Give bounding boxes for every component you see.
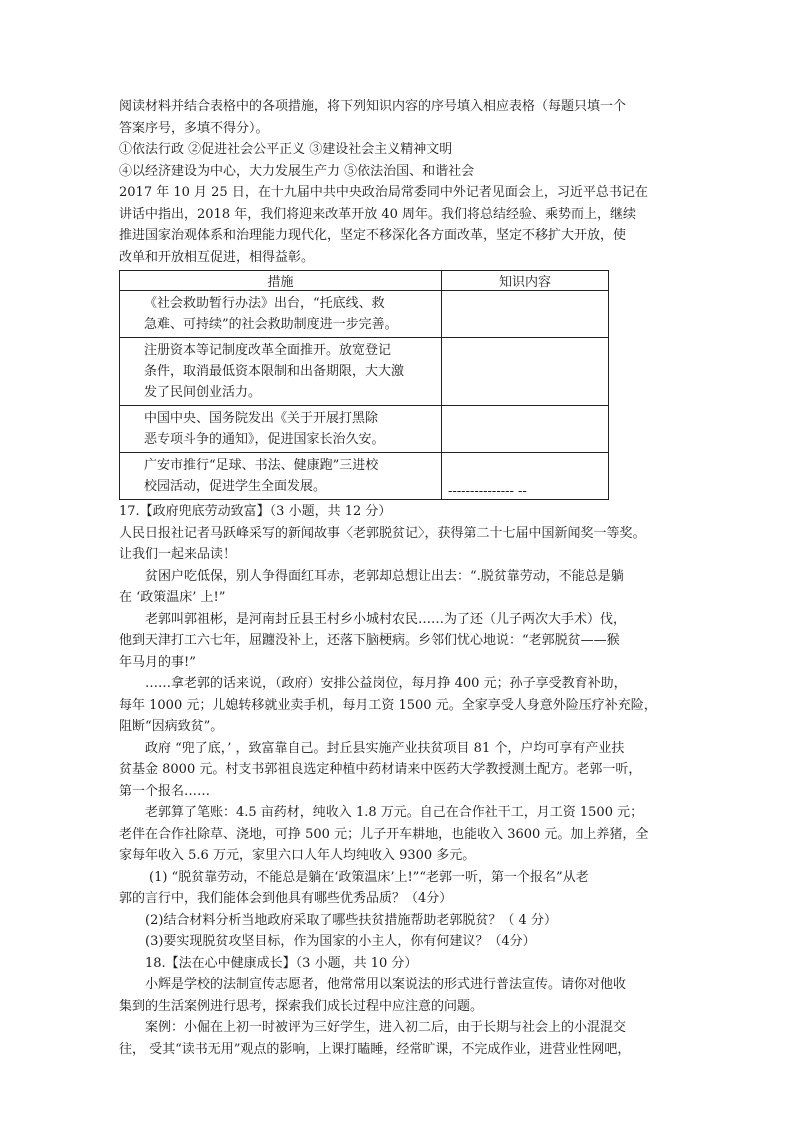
question-intro-line: 让我们一起来品读！ [119, 547, 237, 562]
measure-line: 恶专项斗争的通知》，促进国家长治久安。 [144, 432, 385, 447]
case-line: 案例：小倔在上初一时被评为三好学生，进入初二后，由于长期与社会上的小混混交 [145, 1020, 627, 1035]
measure-line: 中国中央、国务院发出《关于开展打黑除 [144, 411, 379, 426]
story-line: 老伴在合作社除草、浇地，可挣 500 元；儿子开车耕地，也能收入 3600 元。加上养猪，全 [119, 826, 649, 842]
story-line: 老郭算了笔账：4.5 亩药材，纯收入 1.8 万元。自己在合作社干工，月工资 1500 元； [145, 805, 644, 820]
sub-question: (3)要实现脱贫攻坚目标，作为国家的小主人，你有何建议？（4分） [145, 934, 536, 949]
story-line: 贫困户吃低保，别人争得面红耳赤，老郭却总想让出去：“.脱贫靠劳动，不能总是躺 [145, 568, 624, 584]
table-row [120, 338, 609, 406]
table-header-row [120, 271, 609, 291]
knowledge-options [119, 139, 681, 182]
measures-table [119, 270, 609, 500]
measure-line: 《社会救助暂行办法》出台，“托底线、救 [144, 296, 385, 311]
table-row [120, 291, 609, 338]
answer-cell[interactable] [442, 338, 609, 406]
instruction-line: 答案序号，多填不得分）。 [119, 120, 269, 136]
sub-question: 郭的言行中，我们能体会到他具有哪些优秀品质？（4分） [119, 891, 453, 906]
measure-cell [120, 338, 442, 406]
measure-line: 发了民间创业活力。 [144, 385, 262, 400]
material-line: 2017 年 10 月 25 日，在十九届中共中央政治局常委同中外记者见面会上，习近平总书记在 [119, 185, 648, 200]
sub-question: (1) “脱贫靠劳动，不能总是躺在‘政策温床’上!”“老郭一听，第一个报名”从老 [149, 869, 589, 885]
story-line: 每年 1000 元；儿媳转移就业卖手机，每月工资 1500 元。全家享受人身意外险压疗补充险， [119, 697, 657, 713]
measure-cell [120, 406, 442, 453]
material-text [119, 182, 681, 268]
question-18 [119, 953, 681, 1061]
header-measures: 措施 [120, 271, 442, 291]
story-line: 老郭叫郭祖彬，是河南封丘县王村乡小城村农民……为了还（儿子两次大手术）伐， [145, 611, 627, 627]
story-line: 第一个报名…… [119, 783, 211, 799]
question-intro-line: 小辉是学校的法制宣传志愿者，他常常用以案说法的形式进行普法宣传。请你对他收 [145, 977, 627, 992]
answer-cell[interactable] [442, 291, 609, 338]
option-line: ①依法行政 ②促进社会公平正义 ③建设社会主义精神文明 [119, 142, 453, 157]
story-line: ……拿老郭的话来说，（政府）安排公益岗位，每月挣 400 元；孙子享受教育补助， [145, 676, 627, 691]
material-line: 改单和开放相互促进，相得益彰。 [119, 249, 315, 265]
measure-cell [120, 291, 442, 338]
measure-line: 急难、可持续”的社会救助制度进一步完善。 [144, 317, 398, 332]
measure-line: 广安市推行“足球、书法、健康跑”三进校 [144, 458, 379, 473]
question-intro-line: 人民日报社记者马跃峰采写的新闻故事〈老郭脱贫记〉，获得第二十七届中国新闻奖一等奖。 [119, 525, 646, 541]
sub-question: (2)结合材料分析当地政府采取了哪些扶贫措施帮助老郭脱贫？（ 4 分） [145, 912, 557, 928]
option-line: ④以经济建设为中心，大力发展生产力 ⑤依法治国、和谐社会 [119, 163, 475, 179]
material-line: 讲话中指出，2018 年，我们将迎来改革开放 40 周年。我们将总结经验、乘势而上，继续 [119, 206, 637, 222]
question-intro-line: 集到的生活案例进行思考，探索我们成长过程中应注意的问题。 [119, 998, 484, 1014]
instructions [119, 96, 681, 139]
question-17 [119, 501, 681, 953]
table-row [120, 453, 609, 500]
document-page [119, 96, 681, 1060]
story-line: 政府 “兜了底，’ ，致富靠自己。封丘县实施产业扶贫项目 81 个，户均可享有产业扶 [145, 740, 625, 756]
material-line: 推进国家治观体系和治理能力现代化，坚定不移深化各方面改革，坚定不移扩大开放，使 [119, 228, 627, 243]
measure-cell [120, 453, 442, 500]
answer-cell[interactable]: --------------- -- [442, 453, 609, 500]
measure-line: 条件，取消最低资本限制和出备期限，大大激 [144, 364, 405, 379]
case-line: 往， 受其“读书无用”观点的影响，上课打瞌睡，经常旷课，不完成作业，进营业性网吧， [119, 1041, 631, 1057]
table-row [120, 406, 609, 453]
story-line: 年马月的事!” [119, 654, 196, 670]
story-line: 贫基金 8000 元。村支书郭祖良选定种植中药材请来中医药大学教授测土配方。老郭一听， [119, 762, 642, 777]
header-knowledge: 知识内容 [442, 271, 609, 291]
story-line: 阻断“因病致贫”。 [119, 719, 224, 734]
answer-cell[interactable] [442, 406, 609, 453]
measure-line: 校园活动，促进学生全面发展。 [144, 479, 327, 494]
instruction-line: 阅读材料并结合表格中的各项措施，将下列知识内容的序号填入相应表格（每题只填一个 [119, 99, 627, 114]
story-line: 家每年收入 5.6 万元，家里六口人年人均纯收入 9300 多元。 [119, 848, 476, 863]
story-line: 他到天津打工六七年，屈躔没补上，还落下脑梗病。乡邻们忧心地说：“老郭脱贫——猴 [119, 633, 620, 648]
measure-line: 注册资本等记制度改革全面推开。放宽登记 [144, 343, 392, 358]
question-title: 18.【法在心中健康成长】（3 小题，共 10 分） [145, 955, 418, 971]
question-title: 17.【政府兜底劳动致富】（3 小题，共 12 分） [119, 504, 392, 519]
story-line: 在 ‘政策温床’ 上!” [119, 590, 226, 605]
